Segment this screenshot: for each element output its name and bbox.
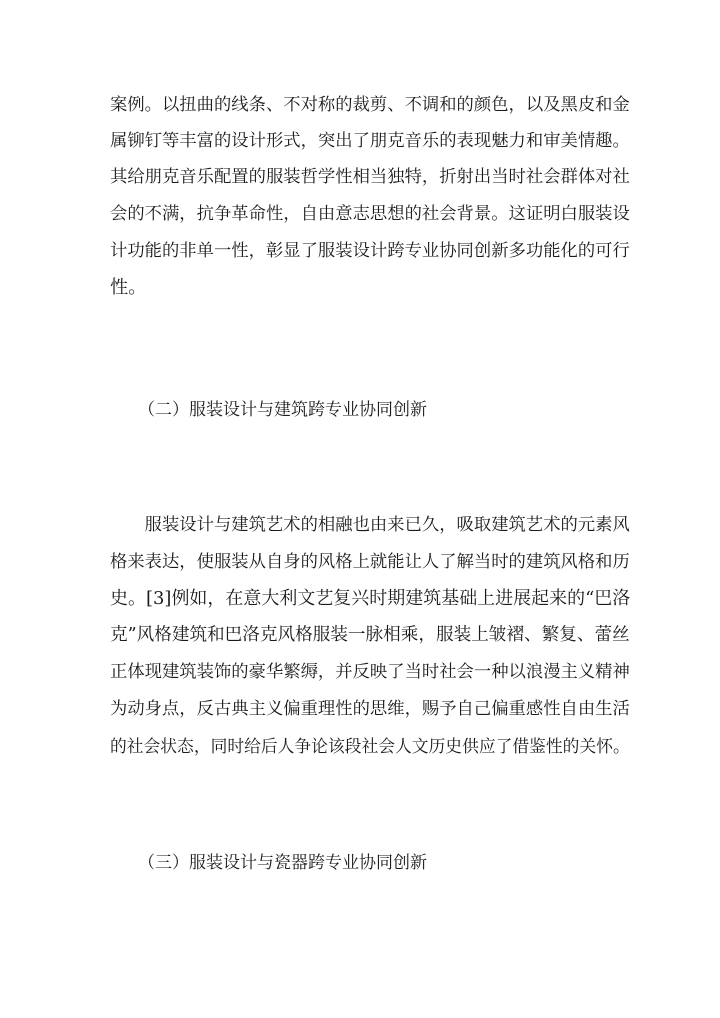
paragraph-1-line-5: 计功能的非单一性，彰显了服装设计跨专业协同创新多功能化的可行 <box>110 241 630 261</box>
paragraph-2-line-5: 正体现建筑装饰的豪华繁缛，并反映了当时社会一种以浪漫主义精神 <box>110 662 630 682</box>
paragraph-2-line-2: 格来表达，使服装从自身的风格上就能让人了解当时的建筑风格和历 <box>110 552 630 572</box>
paragraph-2-line-4: 克”风格建筑和巴洛克风格服装一脉相乘，服装上皱褶、繁复、蕾丝 <box>110 625 630 645</box>
section-heading-3: （三）服装设计与瓷器跨专业协同创新 <box>138 853 427 873</box>
paragraph-1-line-4: 会的不满，抗争革命性，自由意志思想的社会背景。这证明白服装设 <box>110 204 630 224</box>
section-heading-2: （二）服装设计与建筑跨专业协同创新 <box>138 400 427 420</box>
paragraph-2-line-3: 史。[3]例如，在意大利文艺复兴时期建筑基础上进展起来的“巴洛 <box>110 588 631 609</box>
paragraph-1-line-1: 案例。以扭曲的线条、不对称的裁剪、不调和的颜色，以及黑皮和金 <box>110 95 630 115</box>
paragraph-1-line-3: 其给朋克音乐配置的服装哲学性相当独特，折射出当时社会群体对社 <box>110 167 630 187</box>
paragraph-2-line-7: 的社会状态，同时给后人争论该段社会人文历史供应了借鉴性的关怀。 <box>110 736 630 756</box>
paragraph-2-line-6: 为动身点，反古典主义偏重理性的思维，赐予自己偏重感性自由生活 <box>110 699 630 719</box>
paragraph-2-line-1: 服装设计与建筑艺术的相融也由来已久，吸取建筑艺术的元素风 <box>110 515 630 535</box>
paragraph-1-line-6: 性。 <box>110 277 147 298</box>
paragraph-1-line-2: 属铆钉等丰富的设计形式，突出了朋克音乐的表现魅力和审美情趣。 <box>110 131 630 151</box>
